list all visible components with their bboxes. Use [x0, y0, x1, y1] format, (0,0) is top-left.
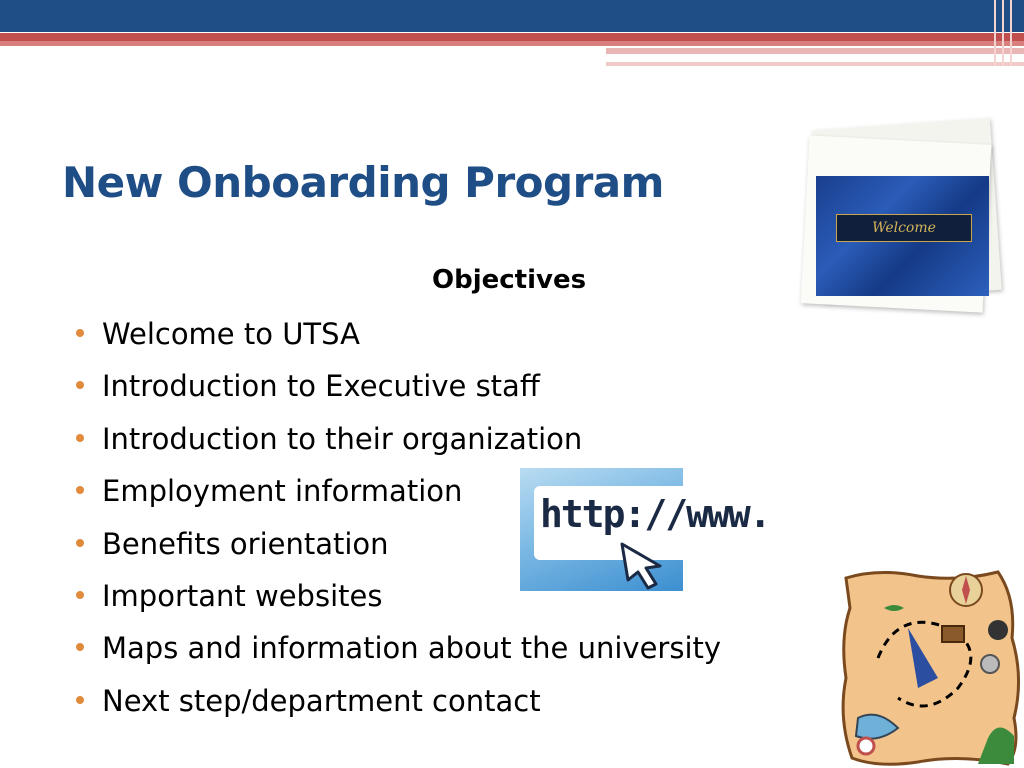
bullet-text: Maps and information about the university [102, 631, 722, 666]
slide-title: New Onboarding Program [62, 158, 664, 207]
accent-bar-pink [606, 48, 1024, 54]
bullet-item [76, 419, 721, 471]
bullet-dot-icon [76, 643, 84, 651]
bullet-dot-icon [76, 486, 84, 494]
accent-bar-light [0, 41, 1024, 46]
bullet-dot-icon [76, 434, 84, 442]
decor-stripe [1010, 0, 1012, 66]
objectives-heading: Objectives [432, 265, 587, 295]
bullet-dot-icon [76, 696, 84, 704]
bullet-dot-icon [76, 381, 84, 389]
cursor-arrow-icon [616, 540, 672, 590]
bullet-dot-icon [76, 329, 84, 337]
bullet-item [76, 366, 721, 418]
bullet-text: Employment information [102, 474, 463, 509]
bullet-text: Welcome to UTSA [102, 317, 360, 351]
welcome-banner: Welcome [836, 214, 972, 242]
accent-bar-pink-2 [606, 62, 1024, 66]
bullet-text: Benefits orientation [102, 526, 389, 561]
bullet-text: Important websites [102, 578, 383, 613]
accent-bar [0, 33, 1024, 41]
bullet-text: Introduction to Executive staff [102, 369, 540, 404]
bullet-text: Introduction to their organization [102, 421, 583, 456]
bullet-item [76, 681, 721, 733]
bullet-dot-icon [76, 591, 84, 599]
bullet-text: Next step/department contact [102, 683, 541, 718]
bullet-item [76, 314, 721, 366]
decor-stripe [1002, 0, 1004, 66]
bullet-item [76, 628, 721, 680]
decor-stripe [994, 0, 996, 66]
bullet-dot-icon [76, 539, 84, 547]
treasure-map-image [838, 568, 1024, 768]
http-text: http://www. [540, 492, 770, 536]
header-bar [0, 0, 1024, 32]
